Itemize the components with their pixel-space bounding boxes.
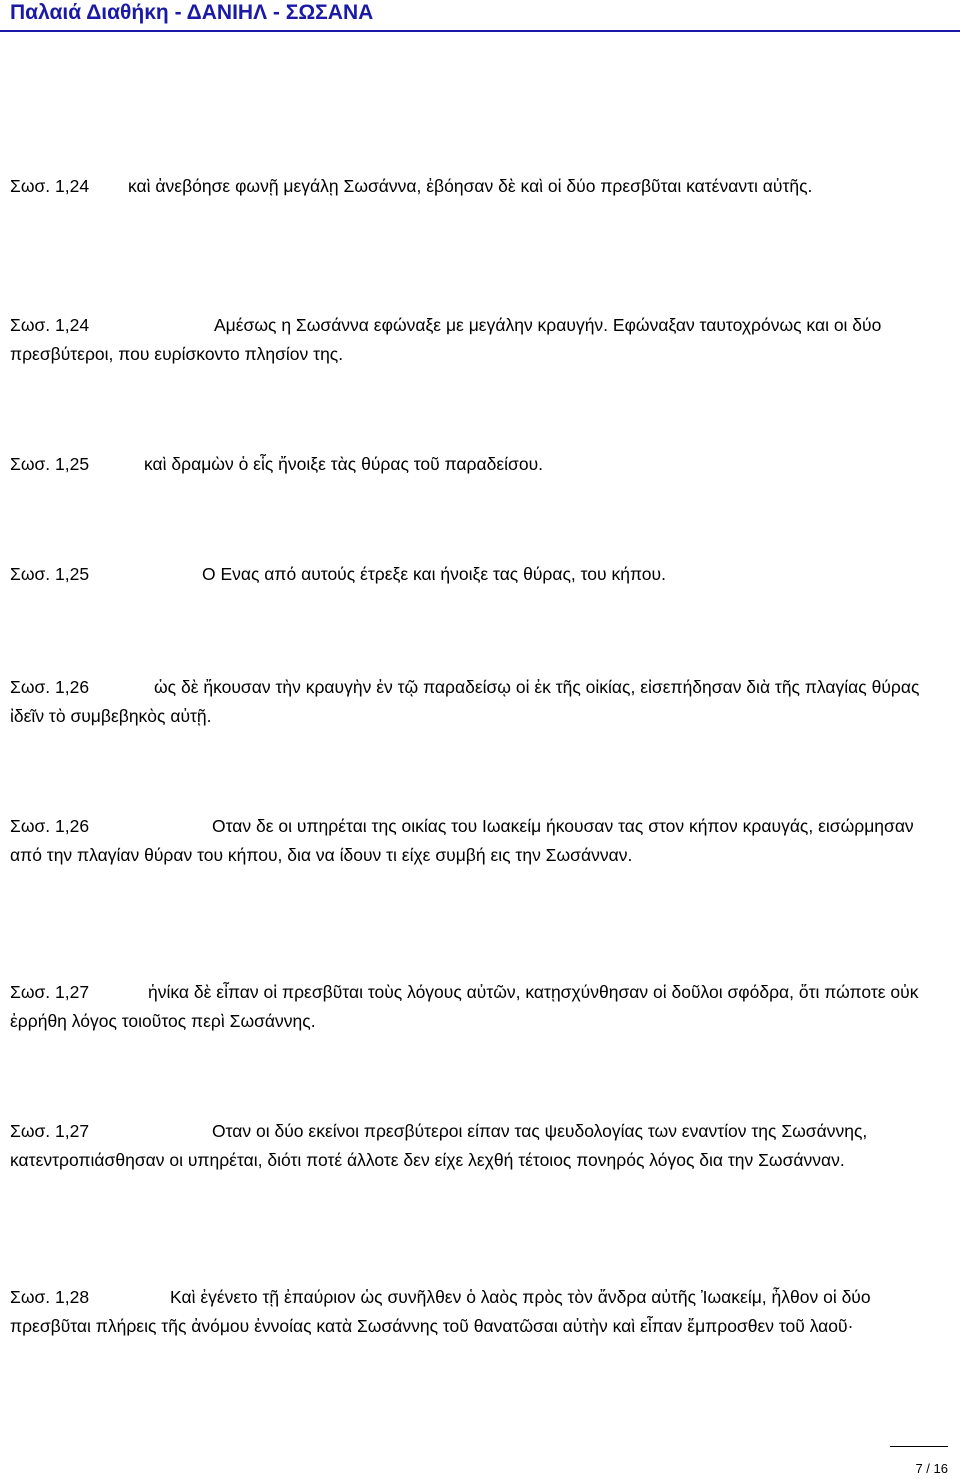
verse-block [10,1117,935,1175]
verse-reference: Σωσ. 1,26 [10,677,90,697]
page-number: 7 / 16 [915,1461,948,1476]
verse-reference: Σωσ. 1,24 [10,315,90,335]
verse-text: ὡς δὲ ἤκουσαν τὴν κραυγὴν ἐν τῷ παραδείσῳ οἱ ἐκ τῆς οἰκίας, εἰσεπήδησαν διὰ τῆς πλαγίας θύρας ἰδεῖν τὸ συμβεβηκὸς αὐτῇ. [10,677,920,726]
verse-block [10,812,935,870]
verse-block [10,1283,935,1341]
verse-reference: Σωσ. 1,24 [10,176,90,196]
verse-block [10,978,935,1036]
verse-block [10,311,935,369]
verse-reference: Σωσ. 1,25 [10,564,90,584]
page-header-title: Παλαιά Διαθήκη - ΔΑΝΙΗΛ - ΣΩΣΑΝΑ [10,1,374,24]
verse-text: Καὶ ἐγένετο τῇ ἐπαύριον ὡς συνῆλθεν ὁ λαὸς πρὸς τὸν ἄνδρα αὐτῆς Ἰωακείμ, ἦλθον οἱ δύο πρεσβῦται πλήρεις τῆς ἀνόμου ἐννοίας κατὰ Σωσάννης τοῦ θανατῶσαι αὐτὴν καὶ εἶπαν ἔμπροσθεν τοῦ λαοῦ· [10,1287,871,1336]
verse-reference: Σωσ. 1,25 [10,454,90,474]
verse-text: Ο Ενας από αυτούς έτρεξε και ήνοιξε τας θύρας, του κήπου. [202,564,666,584]
verse-text: Οταν οι δύο εκείνοι πρεσβύτεροι είπαν τας ψευδολογίας των εναντίον της Σωσάννης, κατεντροπιάσθησαν οι υπηρέται, διότι ποτέ άλλοτε δεν είχε λεχθή τέτοιος πονηρός λόγος δια την Σωσάνναν. [10,1121,868,1170]
verse-text: καὶ δραμὼν ὁ εἷς ἤνοιξε τὰς θύρας τοῦ παραδείσου. [144,454,543,474]
verse-text: ἡνίκα δὲ εἶπαν οἱ πρεσβῦται τοὺς λόγους αὐτῶν, κατῃσχύνθησαν οἱ δοῦλοι σφόδρα, ὅτι πώποτε οὐκ ἐρρήθη λόγος τοιοῦτος περὶ Σωσάννης. [10,982,919,1031]
header-divider [0,30,960,32]
verse-block [10,172,935,201]
verse-block [10,560,935,589]
verse-reference: Σωσ. 1,27 [10,1121,90,1141]
verse-text: καὶ ἀνεβόησε φωνῇ μεγάλῃ Σωσάννα, ἐβόησαν δὲ καὶ οἱ δύο πρεσβῦται κατέναντι αὐτῆς. [128,176,813,196]
verse-block [10,673,935,731]
verse-reference: Σωσ. 1,26 [10,816,90,836]
verse-reference: Σωσ. 1,27 [10,982,90,1002]
footer-divider [890,1446,948,1447]
verse-reference: Σωσ. 1,28 [10,1287,90,1307]
verse-text: Οταν δε οι υπηρέται της οικίας του Ιωακείμ ήκουσαν τας στον κήπον κραυγάς, εισώρμησαν από την πλαγίαν θύραν του κήπου, δια να ίδουν τι είχε συμβή εις την Σωσάνναν. [10,816,914,865]
verse-block [10,450,935,479]
verse-text: Αμέσως η Σωσάννα εφώναξε με μεγάλην κραυγήν. Εφώναξαν ταυτοχρόνως και οι δύο πρεσβύτεροι, που ευρίσκοντο πλησίον της. [10,315,882,364]
